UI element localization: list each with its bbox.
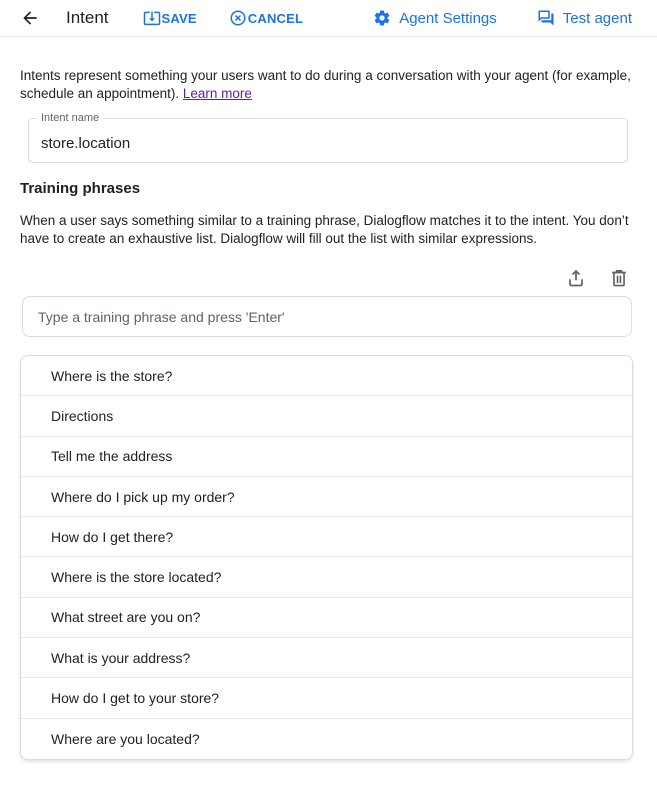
intent-name-field [28, 112, 628, 163]
test-agent-label: Test agent [562, 9, 632, 27]
training-phrase-text: What street are you on? [51, 609, 201, 626]
training-phrase-text: Where do I pick up my order? [51, 488, 235, 505]
delete-phrases-button[interactable] [608, 267, 630, 289]
intent-description-body: Intents represent something your users want to do during a conversation with your agent (for example, schedule an appointment). [20, 68, 631, 101]
intent-name-label: Intent name [37, 112, 103, 124]
training-phrase-row[interactable] [21, 396, 632, 436]
training-phrase-text: How do I get there? [51, 528, 174, 545]
upload-phrases-button[interactable] [565, 267, 587, 289]
training-phrase-text: Tell me the address [51, 448, 173, 465]
agent-settings-label: Agent Settings [399, 9, 497, 27]
training-phrases-description: When a user says something similar to a training phrase, Dialogflow matches it to the intent. You don’t have to create an exhaustive list. Dialogflow will fill out the list with similar expressions. [20, 213, 629, 246]
training-phrase-row[interactable] [21, 678, 632, 718]
training-phrase-list [20, 355, 633, 760]
back-button[interactable] [20, 8, 40, 28]
arrow-back-icon [20, 8, 40, 28]
training-phrases-heading: Training phrases [20, 180, 141, 197]
training-phrase-text: What is your address? [51, 649, 191, 666]
cancel-button[interactable] [229, 9, 303, 27]
gear-icon [373, 9, 391, 27]
training-phrase-row[interactable] [21, 719, 632, 759]
upload-icon [565, 267, 587, 289]
training-phrase-text: Where is the store located? [51, 569, 222, 586]
training-phrase-text: How do I get to your store? [51, 690, 220, 707]
training-phrase-input[interactable] [22, 296, 632, 337]
training-phrase-row[interactable] [21, 477, 632, 517]
save-icon [143, 9, 161, 27]
top-bar [0, 0, 657, 37]
intent-description-text [20, 67, 640, 103]
training-phrase-row[interactable] [21, 517, 632, 557]
training-phrase-text: Where is the store? [51, 367, 173, 384]
training-phrase-row[interactable] [21, 356, 632, 396]
save-button[interactable] [143, 9, 197, 27]
training-phrase-row[interactable] [21, 437, 632, 477]
training-phrases-toolbar [27, 267, 630, 289]
training-phrase-row[interactable] [21, 638, 632, 678]
cancel-button-label: CANCEL [247, 10, 304, 26]
trash-icon [608, 267, 630, 289]
forum-chat-icon [537, 9, 555, 27]
save-button-label: SAVE [161, 10, 197, 26]
training-phrase-text: Directions [51, 407, 114, 424]
training-phrase-row[interactable] [21, 557, 632, 597]
training-phrase-row[interactable] [21, 598, 632, 638]
test-agent-button[interactable] [537, 9, 632, 27]
learn-more-link[interactable]: Learn more [182, 86, 252, 101]
intent-name-input[interactable] [29, 119, 627, 162]
top-bar-right-group [373, 9, 632, 27]
circle-x-icon [229, 9, 247, 27]
page-title: Intent [66, 8, 109, 27]
training-phrase-text: Where are you located? [51, 730, 200, 747]
agent-settings-button[interactable] [373, 9, 497, 27]
